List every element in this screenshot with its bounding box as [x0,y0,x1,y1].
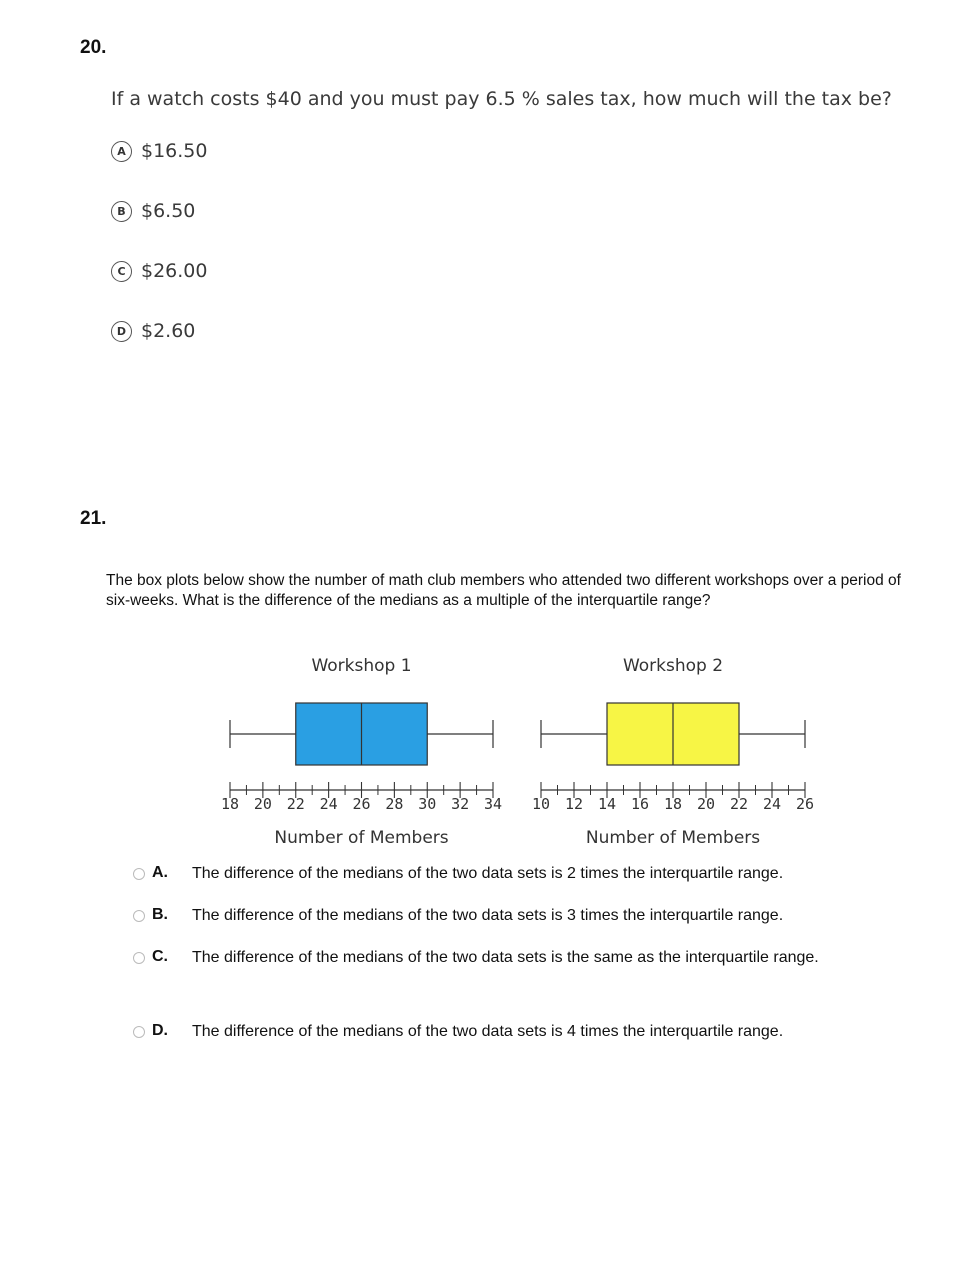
box-plots-chart [200,645,840,855]
question-21-number: 21. [80,508,107,529]
plot1-tick-label: 18 [220,795,240,813]
option-b-circle-icon: B [111,201,132,222]
q21-option-c[interactable] [133,948,882,974]
radio-d-icon[interactable] [133,1026,145,1038]
q21-option-c-letter: C. [152,948,168,965]
question-20-text: If a watch costs $40 and you must pay 6.5 % sales tax, how much will the tax be? [111,88,892,110]
question-20-number: 20. [80,37,107,58]
plot2-tick-label: 14 [597,795,617,813]
plot1-tick-label: 34 [483,795,503,813]
plot2-xlabel: Number of Members [585,828,761,848]
q21-option-b-letter: B. [152,906,168,923]
q21-option-b-text: The difference of the medians of the two data sets is 3 times the interquartile range. [192,907,784,924]
option-d-circle-icon: D [111,321,132,342]
plot2-tick-label: 20 [696,795,716,813]
option-a-circle-icon: A [111,141,132,162]
plot2-title: Workshop 2 [622,656,724,676]
plot1-tick-label: 32 [451,795,470,813]
plot1-tick-label: 22 [286,795,305,813]
plot1-xlabel: Number of Members [274,828,449,848]
plot1-tick-label: 28 [385,795,404,813]
q21-option-d-letter: D. [152,1022,168,1039]
plot2-tick-label: 10 [531,795,551,813]
plot1-tick-label: 20 [253,795,272,813]
q20-option-c-text: $26.00 [141,260,208,282]
q21-option-d[interactable] [133,1022,882,1048]
radio-c-icon[interactable] [133,952,145,964]
plot2-tick-label: 16 [630,795,650,813]
q20-option-d[interactable] [111,320,195,342]
plot1-tick-label: 30 [418,795,437,813]
q20-option-b[interactable] [111,200,195,222]
radio-b-icon[interactable] [133,910,145,922]
plot2-tick-label: 24 [762,795,782,813]
q21-option-b[interactable] [133,906,882,932]
plot2-tick-label: 22 [729,795,749,813]
q21-option-a-letter: A. [152,864,168,881]
q21-option-a[interactable] [133,864,882,890]
plot1-tick-label: 24 [319,795,338,813]
q20-option-d-text: $2.60 [141,320,196,342]
q21-option-c-text: The difference of the medians of the two data sets is the same as the interquartile range. [192,949,819,966]
radio-a-icon[interactable] [133,868,145,880]
option-c-circle-icon: C [111,261,132,282]
q20-option-c[interactable] [111,260,207,282]
q20-option-b-text: $6.50 [141,200,196,222]
q21-option-d-text: The difference of the medians of the two data sets is 4 times the interquartile range. [192,1023,784,1040]
plot2-tick-label: 26 [795,795,815,813]
q21-option-a-text: The difference of the medians of the two data sets is 2 times the interquartile range. [192,865,784,882]
plot2-tick-label: 12 [564,795,584,813]
plot1-title: Workshop 1 [311,656,412,676]
q20-option-a-text: $16.50 [141,140,208,162]
q20-option-a[interactable] [111,140,207,162]
plot2-tick-label: 18 [663,795,683,813]
question-21-text: The box plots below show the number of math club members who attended two different workshops over a period of six-weeks. What is the difference of the medians as a multiple of the interquartile range? [106,572,901,609]
plot1-tick-label: 26 [352,795,371,813]
